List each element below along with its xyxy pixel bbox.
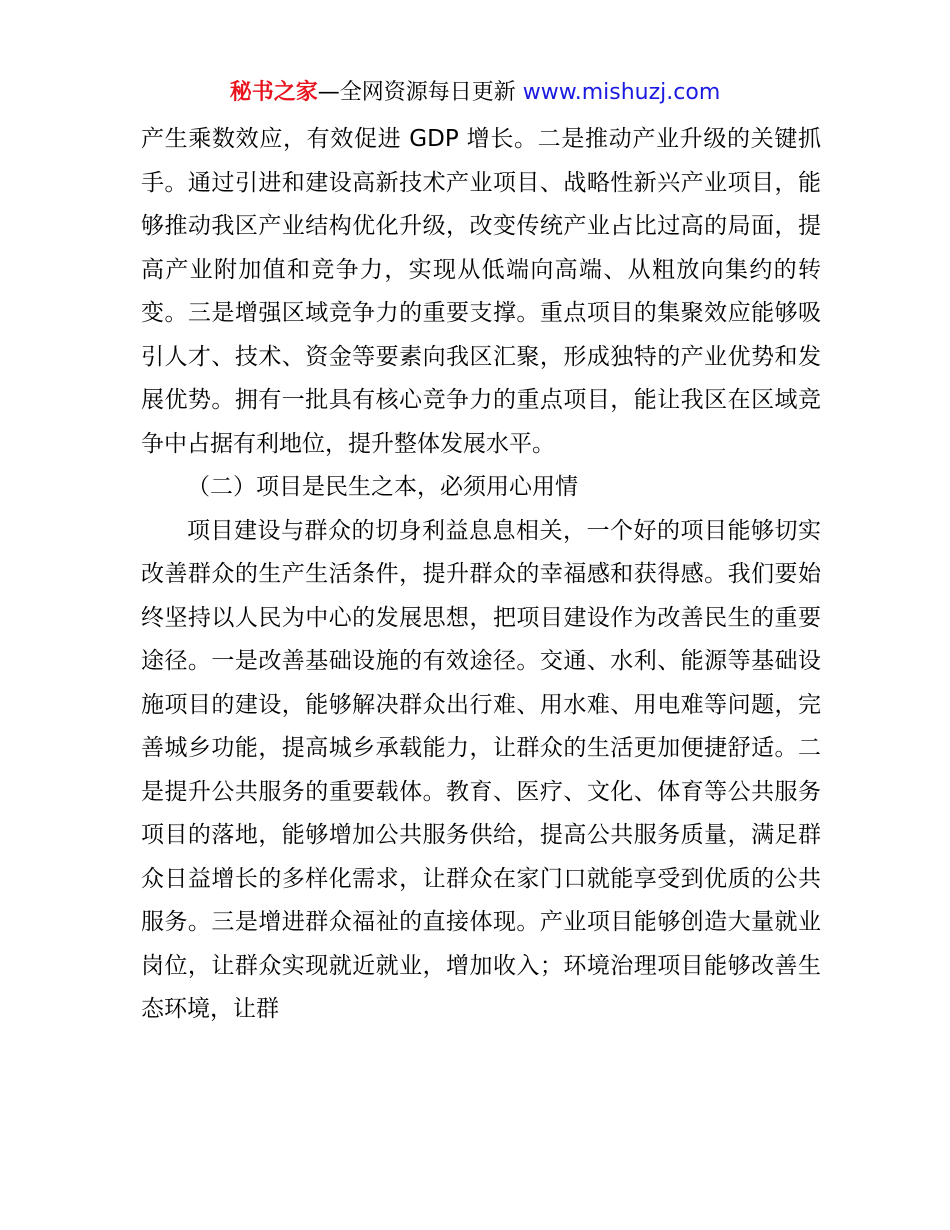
body-paragraph-2: 项目建设与群众的切身利益息息相关，一个好的项目能够切实改善群众的生产生活条件，提升群众的幸福感和获得感。我们要始终坚持以人民为中心的发展思想，把项目建设作为改善民生的重要途径。一是改善基础设施的有效途径。交通、水利、能源等基础设施项目的建设，能够解决群众出行难、用水难、用电难等问题，完善城乡功能，提高城乡承载能力，让群众的生活更加便捷舒适。二是提升公共服务的重要载体。教育、医疗、文化、体育等公共服务项目的落地，能够增加公共服务供给，提高公共服务质量，满足群众日益增长的多样化需求，让群众在家门口就能享受到优质的公共服务。三是增进群众福祉的直接体现。产业项目能够创造大量就业岗位，让群众实现就近就业，增加收入；环境治理项目能够改善生态环境，让群 bbox=[141, 517, 821, 1022]
header-site-link[interactable]: www.mishuzj.com bbox=[522, 80, 721, 105]
section-heading: （二）项目是民生之本，必须用心用情 bbox=[187, 474, 578, 500]
document-body bbox=[141, 118, 821, 1032]
header-brand: 秘书之家 bbox=[229, 80, 318, 105]
header-tagline: —全网资源每日更新 bbox=[317, 80, 523, 105]
page-header bbox=[0, 78, 950, 108]
body-paragraph-1: 产生乘数效应，有效促进 GDP 增长。二是推动产业升级的关键抓手。通过引进和建设高新技术产业项目、战略性新兴产业项目，能够推动我区产业结构优化升级，改变传统产业占比过高的局面，提高产业附加值和竞争力，实现从低端向高端、从粗放向集约的转变。三是增强区域竞争力的重要支撑。重点项目的集聚效应能够吸引人才、技术、资金等要素向我区汇聚，形成独特的产业优势和发展优势。拥有一批具有核心竞争力的重点项目，能让我区在区域竞争中占据有利地位，提升整体发展水平。 bbox=[141, 126, 821, 457]
